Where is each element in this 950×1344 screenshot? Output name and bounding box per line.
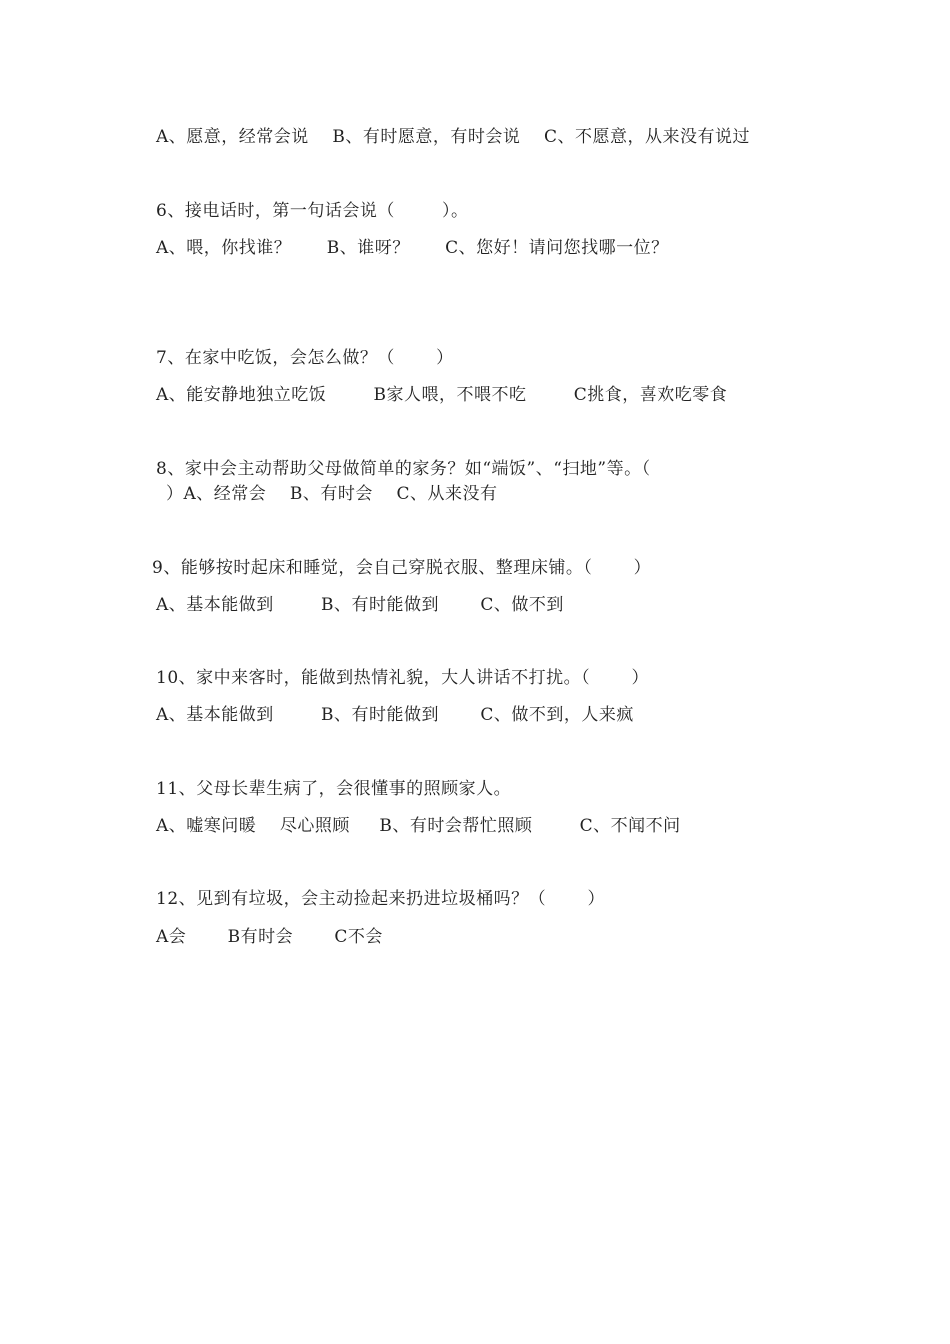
q8-question: 8、家中会主动帮助父母做简单的家务？如“端饭”、“扫地”等。（ — [156, 459, 651, 479]
q9-question: 9、能够按时起床和睡觉，会自己穿脱衣服、整理床铺。（ ） — [152, 558, 652, 578]
q9-options: A、基本能做到 B、有时能做到 C、做不到 — [156, 595, 564, 615]
q11-options: A、嘘寒问暖 尽心照顾 B、有时会帮忙照顾 C、不闻不问 — [156, 816, 681, 836]
q10-question: 10、家中来客时，能做到热情礼貌，大人讲话不打扰。（ ） — [156, 668, 649, 688]
q10-options: A、基本能做到 B、有时能做到 C、做不到，人来疯 — [156, 705, 634, 725]
q12-options: A会 B有时会 C不会 — [156, 927, 383, 947]
q6-options: A、喂，你找谁？ B、谁呀？ C、您好！请问您找哪一位？ — [156, 238, 669, 258]
q7-question: 7、在家中吃饭，会怎么做？（ ） — [156, 348, 454, 368]
q8-options: ）A、经常会 B、有时会 C、从来没有 — [166, 484, 498, 504]
q6-question: 6、接电话时，第一句话会说（ ）。 — [156, 201, 469, 221]
q7-options: A、能安静地独立吃饭 B家人喂，不喂不吃 C挑食，喜欢吃零食 — [156, 385, 728, 405]
q11-question: 11、父母长辈生病了，会很懂事的照顾家人。 — [156, 779, 512, 799]
q5-options: A、愿意，经常会说 B、有时愿意，有时会说 C、不愿意，从来没有说过 — [156, 127, 751, 147]
q12-question: 12、见到有垃圾，会主动捡起来扔进垃圾桶吗？（ ） — [156, 889, 605, 909]
